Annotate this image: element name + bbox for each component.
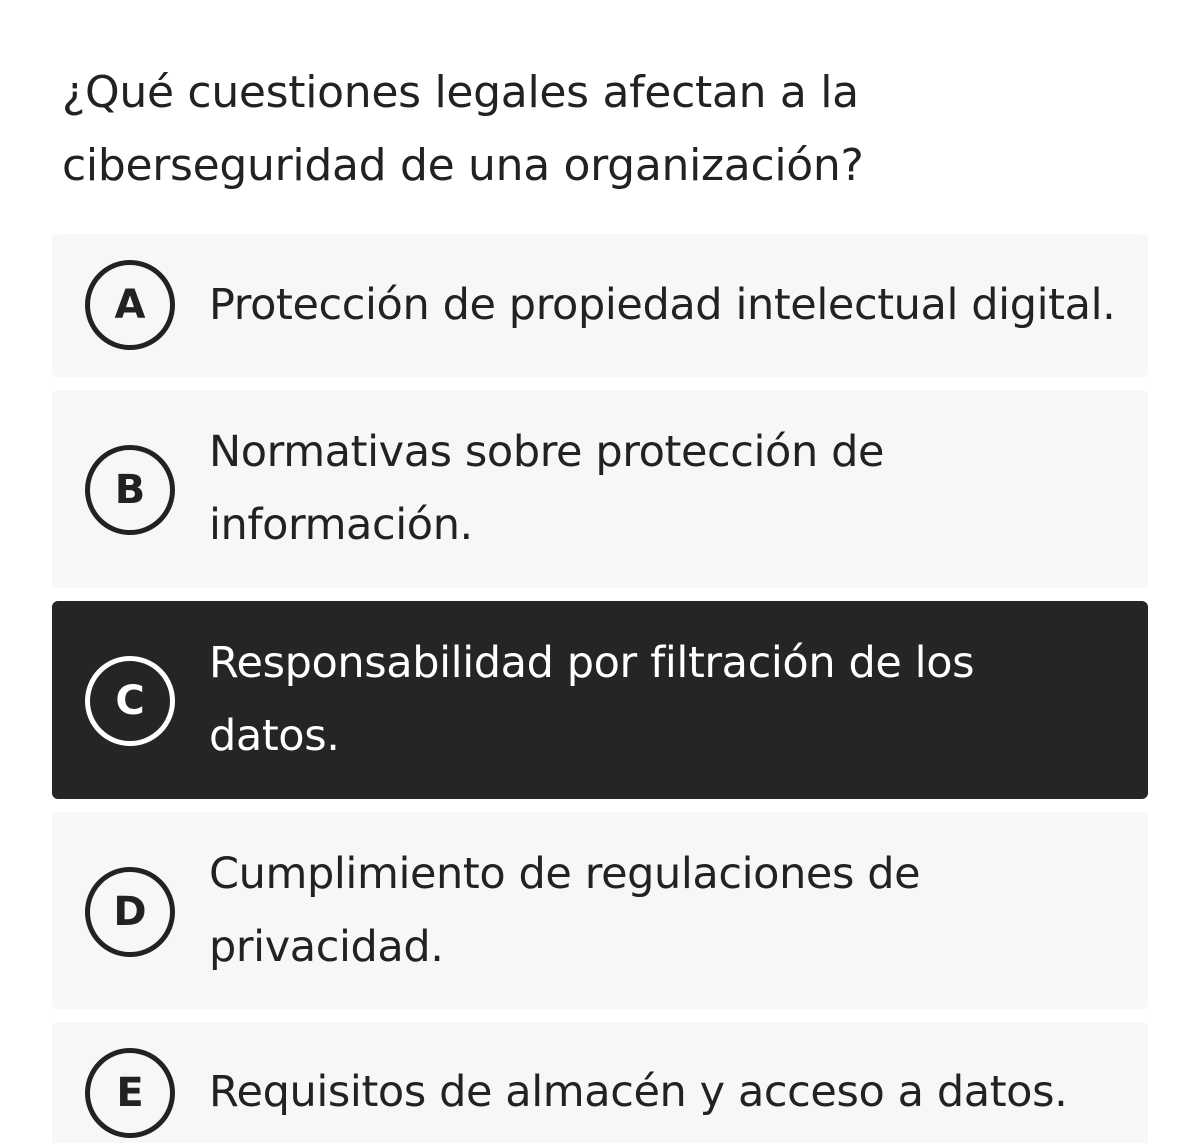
option-letter: D <box>113 889 147 935</box>
option-label: Normativas sobre protección de información. <box>209 427 885 550</box>
option-letter-badge <box>85 867 175 957</box>
option-label: Requisitos de almacén y acceso a datos. <box>209 1067 1068 1117</box>
option-letter-badge <box>85 1048 175 1138</box>
option-letter: A <box>114 282 146 328</box>
option-label: Responsabilidad por filtración de los datos. <box>209 638 975 761</box>
option-letter: C <box>115 678 145 724</box>
option-letter-badge <box>85 656 175 746</box>
answer-option-d[interactable] <box>52 812 1148 1009</box>
answer-option-b[interactable] <box>52 390 1148 588</box>
option-letter-badge <box>85 445 175 535</box>
answer-option-c[interactable] <box>52 601 1148 799</box>
question-text: ¿Qué cuestiones legales afectan a la ciberseguridad de una organización? <box>62 67 864 191</box>
option-letter: E <box>116 1070 144 1116</box>
option-label: Cumplimiento de regulaciones de privacidad. <box>209 849 921 972</box>
option-label: Protección de propiedad intelectual digital. <box>209 280 1116 330</box>
option-letter-badge <box>85 260 175 350</box>
answer-option-e[interactable] <box>52 1022 1148 1143</box>
answer-option-a[interactable] <box>52 234 1148 377</box>
option-letter: B <box>114 467 146 513</box>
